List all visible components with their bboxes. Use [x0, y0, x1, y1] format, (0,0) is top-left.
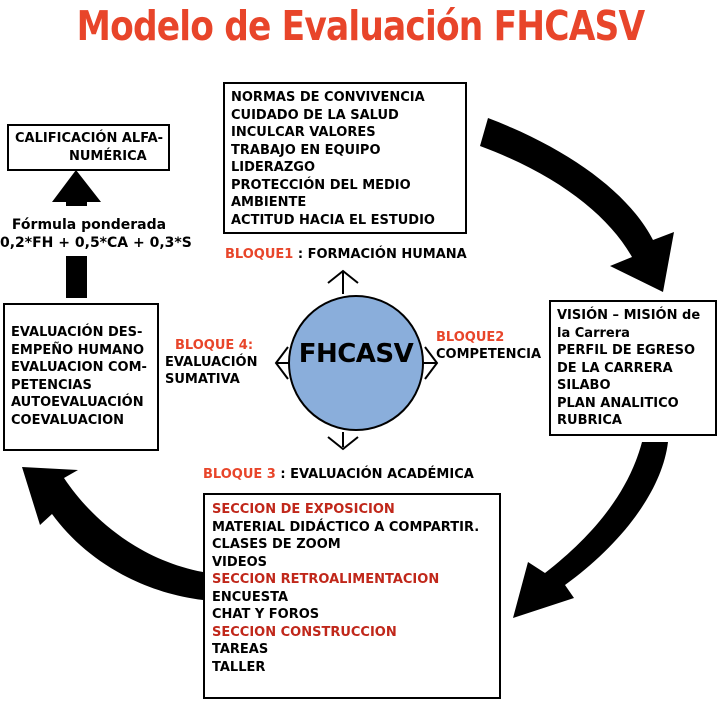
block4-item: EVALUACION COM- — [11, 360, 147, 375]
result-line: CALIFICACIÓN ALFA- — [15, 131, 164, 146]
block2-item: PERFIL DE EGRESO — [557, 343, 695, 358]
block1-item: ACTITUD HACIA EL ESTUDIO — [231, 212, 435, 228]
block2-label — [436, 329, 541, 363]
result-line: NUMÉRICA — [69, 148, 147, 164]
cycle-arrow-bottom-right — [513, 442, 668, 618]
block3-name: : EVALUACIÓN ACADÉMICA — [275, 467, 474, 482]
block4-item: EVALUACIÓN DES- — [11, 325, 143, 340]
block4-label — [165, 337, 257, 388]
section-item: CLASES DE ZOOM — [212, 537, 341, 552]
block2-item: RUBRICA — [557, 413, 622, 428]
block4-box — [3, 303, 159, 451]
block4-name-line: EVALUACIÓN — [165, 355, 258, 370]
result-arrow-head — [52, 170, 101, 202]
formula — [0, 216, 192, 252]
section-heading: SECCION DE EXPOSICION — [212, 502, 395, 517]
block1-item: PROTECCIÓN DEL MEDIO — [231, 177, 411, 193]
block2-tag: BLOQUE2 — [436, 330, 505, 345]
section-item: CHAT Y FOROS — [212, 607, 320, 622]
block4-name-line: SUMATIVA — [165, 372, 240, 387]
block4-item: PETENCIAS — [11, 377, 92, 393]
block4-item: AUTOEVALUACIÓN — [11, 395, 144, 410]
block1-item: INCULCAR VALORES — [231, 125, 376, 140]
block2-name: COMPETENCIA — [436, 347, 542, 362]
block1-name: : FORMACIÓN HUMANA — [293, 247, 467, 262]
block1-item: AMBIENTE — [231, 195, 307, 210]
block4-tag: BLOQUE 4: — [175, 338, 254, 353]
result-arrow-neck — [66, 200, 87, 206]
block2-item: DE LA CARRERA — [557, 360, 673, 376]
block2-item: VISIÓN – MISIÓN de — [557, 308, 701, 323]
block4-item: EMPEÑO HUMANO — [11, 342, 145, 358]
section-item: TALLER — [212, 659, 266, 675]
block1-item: NORMAS DE CONVIVENCIA — [231, 90, 425, 105]
block3-label — [203, 466, 474, 483]
block1-item: CUIDADO DE LA SALUD — [231, 107, 399, 123]
block1-box — [223, 82, 467, 234]
section-heading: SECCION CONSTRUCCION — [212, 624, 397, 640]
cycle-arrow-top-right — [480, 118, 674, 292]
block1-item: LIDERAZGO — [231, 160, 316, 175]
block1-label — [225, 246, 467, 263]
block2-item: la Carrera — [557, 325, 630, 341]
section-item: MATERIAL DIDÁCTICO A COMPARTIR. — [212, 519, 480, 535]
block2-item: SILABO — [557, 378, 611, 393]
section-item: ENCUESTA — [212, 589, 289, 605]
block2-box — [549, 300, 717, 436]
section-item: VIDEOS — [212, 554, 267, 570]
section-item: TAREAS — [212, 642, 269, 657]
formula-label: Fórmula ponderada — [11, 217, 167, 233]
block3-box — [203, 493, 501, 699]
formula-expression: 0,2*FH + 0,5*CA + 0,3*S — [0, 235, 192, 251]
result-arrow-shaft — [66, 256, 87, 298]
block2-item: PLAN ANALITICO — [557, 395, 679, 411]
connector-bottom — [328, 432, 358, 449]
cycle-arrow-bottom-left — [22, 467, 203, 600]
result-box — [7, 124, 170, 171]
section-heading: SECCION RETROALIMENTACION — [212, 572, 440, 587]
block4-item: COEVALUACION — [11, 412, 125, 428]
page-title: Modelo de Evaluación FHCASV — [76, 2, 645, 50]
connector-top — [328, 271, 358, 294]
block3-tag: BLOQUE 3 — [203, 467, 276, 482]
block1-tag: BLOQUE1 — [225, 247, 294, 262]
center-label: FHCASV — [298, 339, 414, 369]
block1-item: TRABAJO EN EQUIPO — [231, 142, 381, 158]
